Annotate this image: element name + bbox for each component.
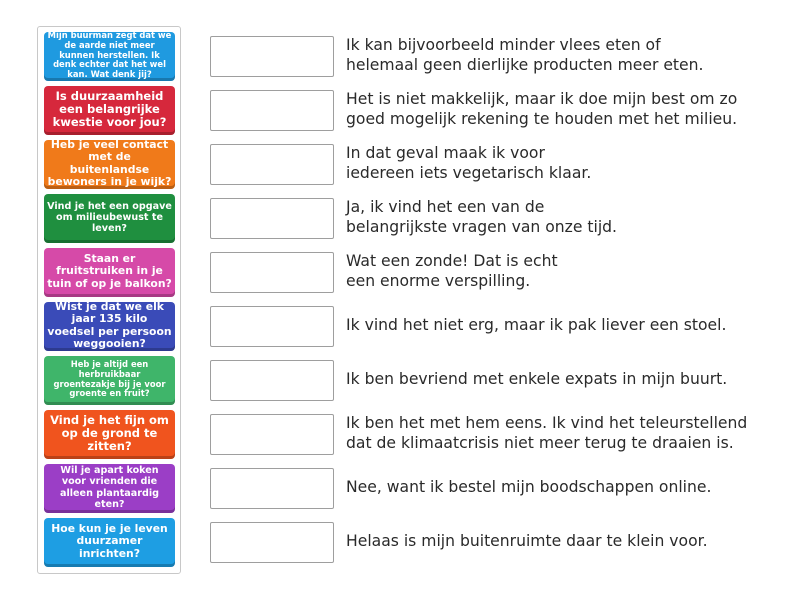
question-card[interactable] bbox=[44, 410, 175, 459]
drop-slot[interactable] bbox=[210, 522, 334, 563]
drop-slot[interactable] bbox=[210, 252, 334, 293]
question-card[interactable] bbox=[44, 194, 175, 243]
question-card-text: Staan er fruitstruiken in je tuin of op je balkon? bbox=[47, 251, 172, 290]
answer-text: Nee, want ik bestel mijn boodschappen online. bbox=[346, 478, 712, 496]
question-card-text: Wist je dat we elk jaar 135 kilo voedsel per persoon weggooien? bbox=[47, 299, 172, 350]
answer-text: In dat geval maak ik voor iedereen iets vegetarisch klaar. bbox=[346, 144, 592, 182]
question-card-text: Vind je het fijn om op de grond te zitten? bbox=[50, 412, 169, 454]
drop-slot[interactable] bbox=[210, 360, 334, 401]
question-card-text: Heb je altijd een herbruikbaar groentezakje bij je voor groente en fruit? bbox=[53, 359, 166, 399]
drop-slot[interactable] bbox=[210, 198, 334, 239]
answer-text: Ik kan bijvoorbeeld minder vlees eten of helemaal geen dierlijke producten meer eten. bbox=[346, 36, 704, 74]
question-card[interactable] bbox=[44, 518, 175, 567]
question-card-text: Is duurzaamheid een belangrijke kwestie voor jou? bbox=[52, 88, 167, 130]
question-card[interactable] bbox=[44, 137, 175, 189]
question-card-text: Vind je het een opgave om milieubewust te leven? bbox=[47, 200, 172, 235]
answer-text: Ik ben bevriend met enkele expats in mijn buurt. bbox=[346, 370, 728, 388]
question-card-text: Hoe kun je je leven duurzamer inrichten? bbox=[51, 521, 168, 560]
drop-slot[interactable] bbox=[210, 468, 334, 509]
question-card-text: Wil je apart koken voor vrienden die alleen plantaardig eten? bbox=[60, 465, 159, 510]
answer-text: Helaas is mijn buitenruimte daar te klein voor. bbox=[346, 532, 708, 550]
question-card[interactable] bbox=[44, 464, 175, 513]
answer-text: Ik ben het met hem eens. Ik vind het teleurstellend dat de klimaatcrisis niet meer terug te draaien is. bbox=[346, 414, 748, 452]
question-card[interactable] bbox=[44, 299, 175, 351]
drop-slot[interactable] bbox=[210, 414, 334, 455]
question-card-text: Mijn buurman zegt dat we de aarde niet meer kunnen herstellen. Ik denk echter dat het wel kan. Wat denk jij? bbox=[47, 30, 172, 79]
question-card[interactable] bbox=[44, 248, 175, 297]
answer-text: Het is niet makkelijk, maar ik doe mijn best om zo goed mogelijk rekening te houden met het milieu. bbox=[346, 90, 738, 128]
answer-text: Wat een zonde! Dat is echt een enorme verspilling. bbox=[346, 252, 558, 290]
drop-slot[interactable] bbox=[210, 306, 334, 347]
answer-text: Ik vind het niet erg, maar ik pak liever een stoel. bbox=[346, 316, 727, 334]
answer-text: Ja, ik vind het een van de belangrijkste vragen van onze tijd. bbox=[346, 198, 618, 236]
question-card[interactable] bbox=[44, 356, 175, 405]
drop-slot[interactable] bbox=[210, 36, 334, 77]
drop-slot[interactable] bbox=[210, 144, 334, 185]
question-card[interactable] bbox=[44, 32, 175, 81]
question-card-text: Heb je veel contact met de buitenlandse bewoners in je wijk? bbox=[47, 137, 172, 188]
drop-slot[interactable] bbox=[210, 90, 334, 131]
question-card[interactable] bbox=[44, 86, 175, 135]
